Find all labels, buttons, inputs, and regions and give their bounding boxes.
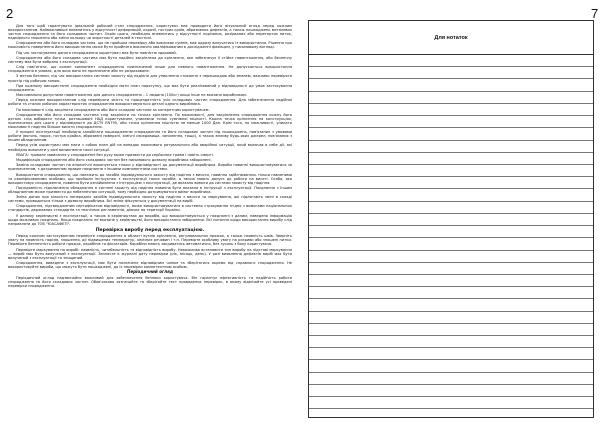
notes-header: Для нотаток [309,21,593,55]
notes-line[interactable] [309,214,593,226]
paragraph: Перед кожним застосуванням перевірте спорядження в області вузлів кріплення, регулювальних пряжок, а також наявність швів. Зверніть увагу на наявність порізів, зношення, дії підвищених температур, хімічних речовин і т.п. Перевірте особливу увагу на розриви або зношені нитки. Перевірте безпечність роботи пряжок, карабінів та фіксаторів. Карабіни мають закриватись автоматично, без зусиль з боку користувача. [8,234,292,247]
notes-line[interactable] [309,397,593,409]
notes-line[interactable] [309,104,593,116]
notes-line[interactable] [309,202,593,214]
paragraph: Перевірте маркування на виробі: наявність, читабельність та відповідність виробу. Неможливо встановити тип виробу на підставі маркування — вироб має бути вилучений з експлуатації. Зазначте в журналі дату перевірки (рік, місяць, день). У разі виявлення дефектів виріб має бути вилучений з експлуатації та знищений. [8,247,292,260]
paragraph: Спорядження або його складова частина має бути надійно закріплена до кріплення, яке забезпечує її стійке навантаження, або безпечну систему має бути вибрано з експлуатації. [8,55,292,64]
paragraph: Спорядження або його складова частина слід закріпити на точках кріплення. По можливості, для закріплення спорядження кожну його деталь слід вибирати точки, розташовані НАД користувачем, уникаючи точок сумнівної міцності. Кожна точка кріплення на конструкціях, призначених для цього у відповідності до ДСТУ EN795, або точка кріплення міцністю не менше 1000 Дан. Крім того, по можливості, уникати можливості падіння більше висоти спорядження. [8,112,292,129]
notes-line[interactable] [309,287,593,299]
notes-line[interactable] [309,275,593,287]
notes-line[interactable] [309,153,593,165]
notes-line[interactable] [309,79,593,91]
paragraph: Послідовність підключення обладнання в системі захисту від падіння повинна бути вказана в інструкції з експлуатації. Поєднання з іншим обладнанням може призвести до небезпечних ситуацій, тому необхідно дотримуватися вимог виробника. [8,185,292,194]
notes-line[interactable] [309,67,593,79]
paragraph: З метою безпеки, під час використання системи захисту від падіння для уникнення стикання з перешкодою або землею, важливо перевіряти простір під робочою зоною. [8,74,292,83]
paragraph: При кожному використанні спорядження необхідно мати план порятунку, що має бути реалізований у відповідності до умов застосування спорядження. [8,83,292,92]
notes-line[interactable] [309,251,593,263]
notes-line[interactable] [309,385,593,397]
notes-line[interactable] [309,116,593,128]
paragraph: Модифікація спорядження або його складових частин без письмового дозволу виробника заборонені. [16,157,212,162]
paragraph: Спорядження або його складова частина, що не пройшла перевірку або викликає сумнів, має одразу вилучатись із використання. Рішення про можливість повернення його використання може бути прийнято виключно кваліфікованим в дослідженні фахівцем, у письмовому вигляді. [8,41,292,50]
notes-line[interactable] [309,373,593,385]
notes-table [308,20,594,418]
instruction-text-column [8,24,292,420]
paragraph: Заміна складових частин на аналогічні виконується тільки у відповідності до документації виробника. Вироби повинні використовуватися за призначенням, з дотриманням правил поєднання з іншими компонентами системи. [8,163,292,172]
paragraph: Спорядження, підтвердженим сертифікатом відповідності, може використовуватися в системах страхування згідно з вимогами національних стандартів, державних стандартів та технічних регламентів, діючих на території України. [8,204,292,213]
paragraph: Перед кожним використанням слід перевіряти якість та працездатність усіх складових частин спорядження. Для забезпечення надійної роботи та сталих робочих характеристик спорядження використовуються деталі одного виробника. [8,98,292,107]
paragraph: Зміна даних про кількість попередніх засобів індивідуального захисту від падіння з висоти та маркування, які підлягають зміні в складі системи, проводиться тільки з дозволу виробника. Всі зміни фіксуються у документації на виріб. [8,195,292,204]
page-number-left: 2 [6,6,14,21]
notes-line[interactable] [309,238,593,250]
section-heading: Перевірка виробу перед експлуатацією. [95,227,205,233]
notes-line[interactable] [309,312,593,324]
notes-line[interactable] [309,263,593,275]
notes-line[interactable] [309,360,593,372]
paragraph: Слід пам'ятати, що кожен компонент спорядження призначений лише для певного навантаження. Не допускається використання спорядження в умовах, для яких воно не призначене або не розраховане. [8,65,292,74]
paragraph: Для того щоб гарантувати ідеальний робочий стан спорядження, користувач має проводити його візуальний огляд перед кожним використанням. Найважливіше впевнитись у відсутності деформацій, корозії, гострих країв, абразивних дефектів, а також пошкоджень металевих частин спорядження та його складових частин. Окрім цього, необхідно впевнитись у відсутності порізаних, розірваних або перетертих ниток, надмірного зношення або зміни кольору чи жорсткості деталей в текстилі. [8,24,292,41]
paragraph: По можливості слід закріпити спорядження або його складові частини за конкретним користувачем. [16,107,210,112]
notes-line[interactable] [309,92,593,104]
paragraph: Спорядження, виведене з експлуатації, має бути позначене відповідним чином та зберігатися окремо від справного спорядження. Не використовуйте вироби, що можуть бути пошкоджені, до їх перевірки компетентною особою. [8,260,292,269]
paragraph: Перед усім користувач має мати з собою план дій на випадок можливого рятувального або аварійної ситуації, який включає в себе дії, які необхідно виконати у разі виникнення такої ситуації. [8,143,292,152]
paragraph: Максимально допустиме навантаження для даного спорядження – 1 людина (100кг) якщо інше не вказано виробником. [16,93,248,98]
notes-line[interactable] [309,348,593,360]
paragraph: УВАГА: тривале зависання у спорядженні без руху може призвести до серйозних травм і навіть смерті. [16,152,214,157]
page-number-right: 7 [591,6,599,21]
notes-line[interactable] [309,336,593,348]
paragraph: У процесі експлуатації необхідно запобігати пошкодженню спорядження та його складових частин під пошкоджень, пов'язаних з умовами роботи (вогонь, порох, гостра крайка, абразивні поверхні, хімічні середовища, запилення, тощо), а також впливу будь-яких джерел, пов'язаних з іншим обладнанням. [8,130,292,143]
notes-line[interactable] [309,177,593,189]
notes-line[interactable] [309,141,593,153]
paragraph: Періодичний огляд надзвичайно важливий для забезпечення безпеки користувача. Він гарантує ефективність та надійність роботи спорядження та його складових частин. Обов'язково зазначайте та зберігайте тест проведених перевірок, в якому відмічайте усі проведені перевірки спорядження. [8,275,292,289]
notes-line[interactable] [309,226,593,238]
notes-line[interactable] [309,324,593,336]
notes-line[interactable] [309,128,593,140]
notes-lines [309,55,593,422]
notes-line[interactable] [309,189,593,201]
paragraph: Використання спорядження, що належить до засобів індивідуального захисту від падіння з висоти, повинно здійснюватись тільки навченими та кваліфікованими особами, що пройшли інструктаж з експлуатації таких засобів, а також мають допуск до роботи на висоті. Особа, яка використовує спорядження, повинна бути ознайомлена з інструкцією з експлуатації, де вказано вимоги до системи захисту від падіння. [8,172,292,185]
notes-line[interactable] [309,409,593,421]
paragraph: У даному керівництві з експлуатації, а також в керівництвах до виробів, що використовуються у поєднанні з даним, наведено інформацію щодо можливих поєднань. Якщо поєднання не вказане у керівництві, його використання заборонено. Всі питання щодо використання виробу слід направляти до ТОВ "ЮАСАФЕТІ". [8,213,292,226]
subsection-heading: Періодичний огляд [126,269,174,275]
paragraph: Під час застосування даного спорядження користувач має бути повністю здоровий. [16,50,177,55]
notes-line[interactable] [309,165,593,177]
notes-line[interactable] [309,55,593,67]
notes-line[interactable] [309,299,593,311]
